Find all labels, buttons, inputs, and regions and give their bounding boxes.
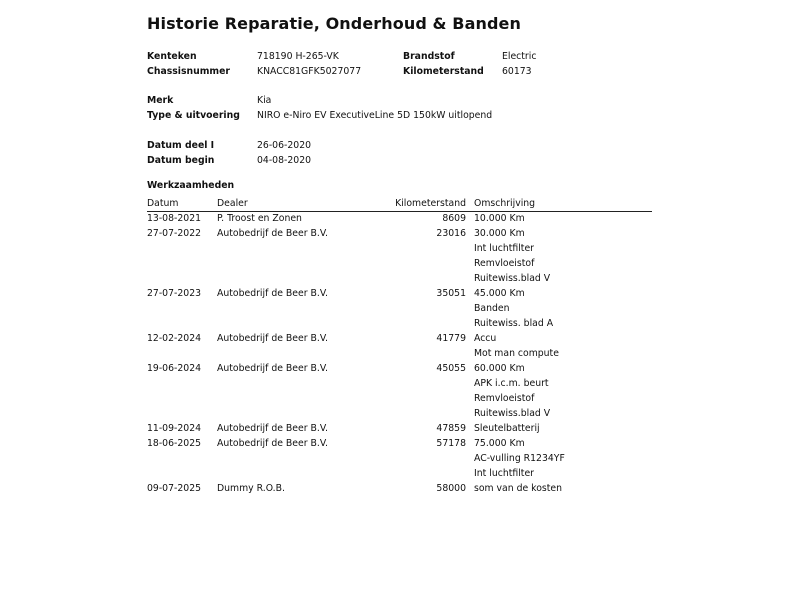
section-title: Werkzaamheden xyxy=(147,180,235,191)
kenteken-label: Kenteken xyxy=(147,51,197,62)
row-datum: 27-07-2023 xyxy=(147,288,202,299)
table-row xyxy=(147,331,652,361)
kilometerstand-label: Kilometerstand xyxy=(403,66,484,77)
row-kilometerstand: 58000 xyxy=(436,483,466,494)
table-row xyxy=(147,361,652,421)
kenteken-value: 718190 H-265-VK xyxy=(257,51,339,62)
table-row xyxy=(147,226,652,286)
row-kilometerstand: 45055 xyxy=(436,363,466,374)
row-datum: 18-06-2025 xyxy=(147,438,202,449)
row-datum: 27-07-2022 xyxy=(147,228,202,239)
row-dealer: Autobedrijf de Beer B.V. xyxy=(217,333,328,344)
row-dealer: Autobedrijf de Beer B.V. xyxy=(217,423,328,434)
omschrijving-line: Ruitewiss.blad V xyxy=(474,408,551,419)
merk-value: Kia xyxy=(257,95,272,106)
header-omschrijving: Omschrijving xyxy=(474,198,536,209)
header-dealer: Dealer xyxy=(217,198,248,209)
row-datum: 12-02-2024 xyxy=(147,333,202,344)
datum-begin-value: 04-08-2020 xyxy=(257,155,312,166)
omschrijving-line: Mot man compute xyxy=(474,348,559,359)
omschrijving-line: Ruitewiss. blad A xyxy=(474,318,554,329)
table-row xyxy=(147,436,652,481)
omschrijving-line: Remvloeistof xyxy=(474,258,535,269)
type-value: NIRO e-Niro EV ExecutiveLine 5D 150kW uitlopend xyxy=(257,110,493,121)
row-datum: 09-07-2025 xyxy=(147,483,202,494)
row-dealer: Autobedrijf de Beer B.V. xyxy=(217,363,328,374)
table-row xyxy=(147,421,652,436)
row-omschrijving xyxy=(474,286,652,331)
omschrijving-line: 10.000 Km xyxy=(474,213,525,224)
row-kilometerstand: 41779 xyxy=(436,333,466,344)
omschrijving-line: Remvloeistof xyxy=(474,393,535,404)
omschrijving-line: Sleutelbatterij xyxy=(474,423,540,434)
type-label: Type & uitvoering xyxy=(147,110,240,121)
row-kilometerstand: 47859 xyxy=(436,423,466,434)
row-omschrijving xyxy=(474,361,652,421)
row-omschrijving xyxy=(474,211,652,226)
omschrijving-line: Banden xyxy=(474,303,510,314)
row-datum: 11-09-2024 xyxy=(147,423,202,434)
row-kilometerstand: 35051 xyxy=(436,288,466,299)
row-dealer: Autobedrijf de Beer B.V. xyxy=(217,228,328,239)
header-datum: Datum xyxy=(147,198,179,209)
row-dealer: P. Troost en Zonen xyxy=(217,213,302,224)
row-kilometerstand: 8609 xyxy=(442,213,466,224)
omschrijving-line: 45.000 Km xyxy=(474,288,525,299)
table-row xyxy=(147,481,652,496)
omschrijving-line: APK i.c.m. beurt xyxy=(474,378,549,389)
datum-deel-value: 26-06-2020 xyxy=(257,140,312,151)
row-kilometerstand: 57178 xyxy=(436,438,466,449)
chassis-label: Chassisnummer xyxy=(147,66,231,77)
row-omschrijving xyxy=(474,331,652,361)
row-omschrijving xyxy=(474,226,652,286)
row-omschrijving xyxy=(474,436,652,481)
table-row xyxy=(147,211,652,226)
row-dealer: Dummy R.O.B. xyxy=(217,483,285,494)
row-dealer: Autobedrijf de Beer B.V. xyxy=(217,288,328,299)
omschrijving-line: Ruitewiss.blad V xyxy=(474,273,551,284)
row-omschrijving xyxy=(474,481,652,496)
omschrijving-line: Int luchtfilter xyxy=(474,468,534,479)
table-row xyxy=(147,286,652,331)
omschrijving-line: 75.000 Km xyxy=(474,438,525,449)
brandstof-label: Brandstof xyxy=(403,51,455,62)
chassis-value: KNACC81GFK5027077 xyxy=(257,66,362,77)
row-dealer: Autobedrijf de Beer B.V. xyxy=(217,438,328,449)
table-header xyxy=(147,196,652,211)
datum-deel-label: Datum deel I xyxy=(147,140,215,151)
omschrijving-line: AC-vulling R1234YF xyxy=(474,453,565,464)
row-datum: 19-06-2024 xyxy=(147,363,202,374)
page-title: Historie Reparatie, Onderhoud & Banden xyxy=(147,14,521,33)
merk-label: Merk xyxy=(147,95,174,106)
werkzaamheden-table xyxy=(147,211,652,496)
kilometerstand-value: 60173 xyxy=(502,66,532,77)
row-kilometerstand: 23016 xyxy=(436,228,466,239)
omschrijving-line: som van de kosten xyxy=(474,483,563,494)
brandstof-value: Electric xyxy=(502,51,537,62)
row-datum: 13-08-2021 xyxy=(147,213,202,224)
row-omschrijving xyxy=(474,421,652,436)
datum-begin-label: Datum begin xyxy=(147,155,215,166)
omschrijving-line: 60.000 Km xyxy=(474,363,525,374)
omschrijving-line: 30.000 Km xyxy=(474,228,525,239)
omschrijving-line: Accu xyxy=(474,333,497,344)
omschrijving-line: Int luchtfilter xyxy=(474,243,534,254)
header-kilometerstand: Kilometerstand xyxy=(395,198,466,209)
